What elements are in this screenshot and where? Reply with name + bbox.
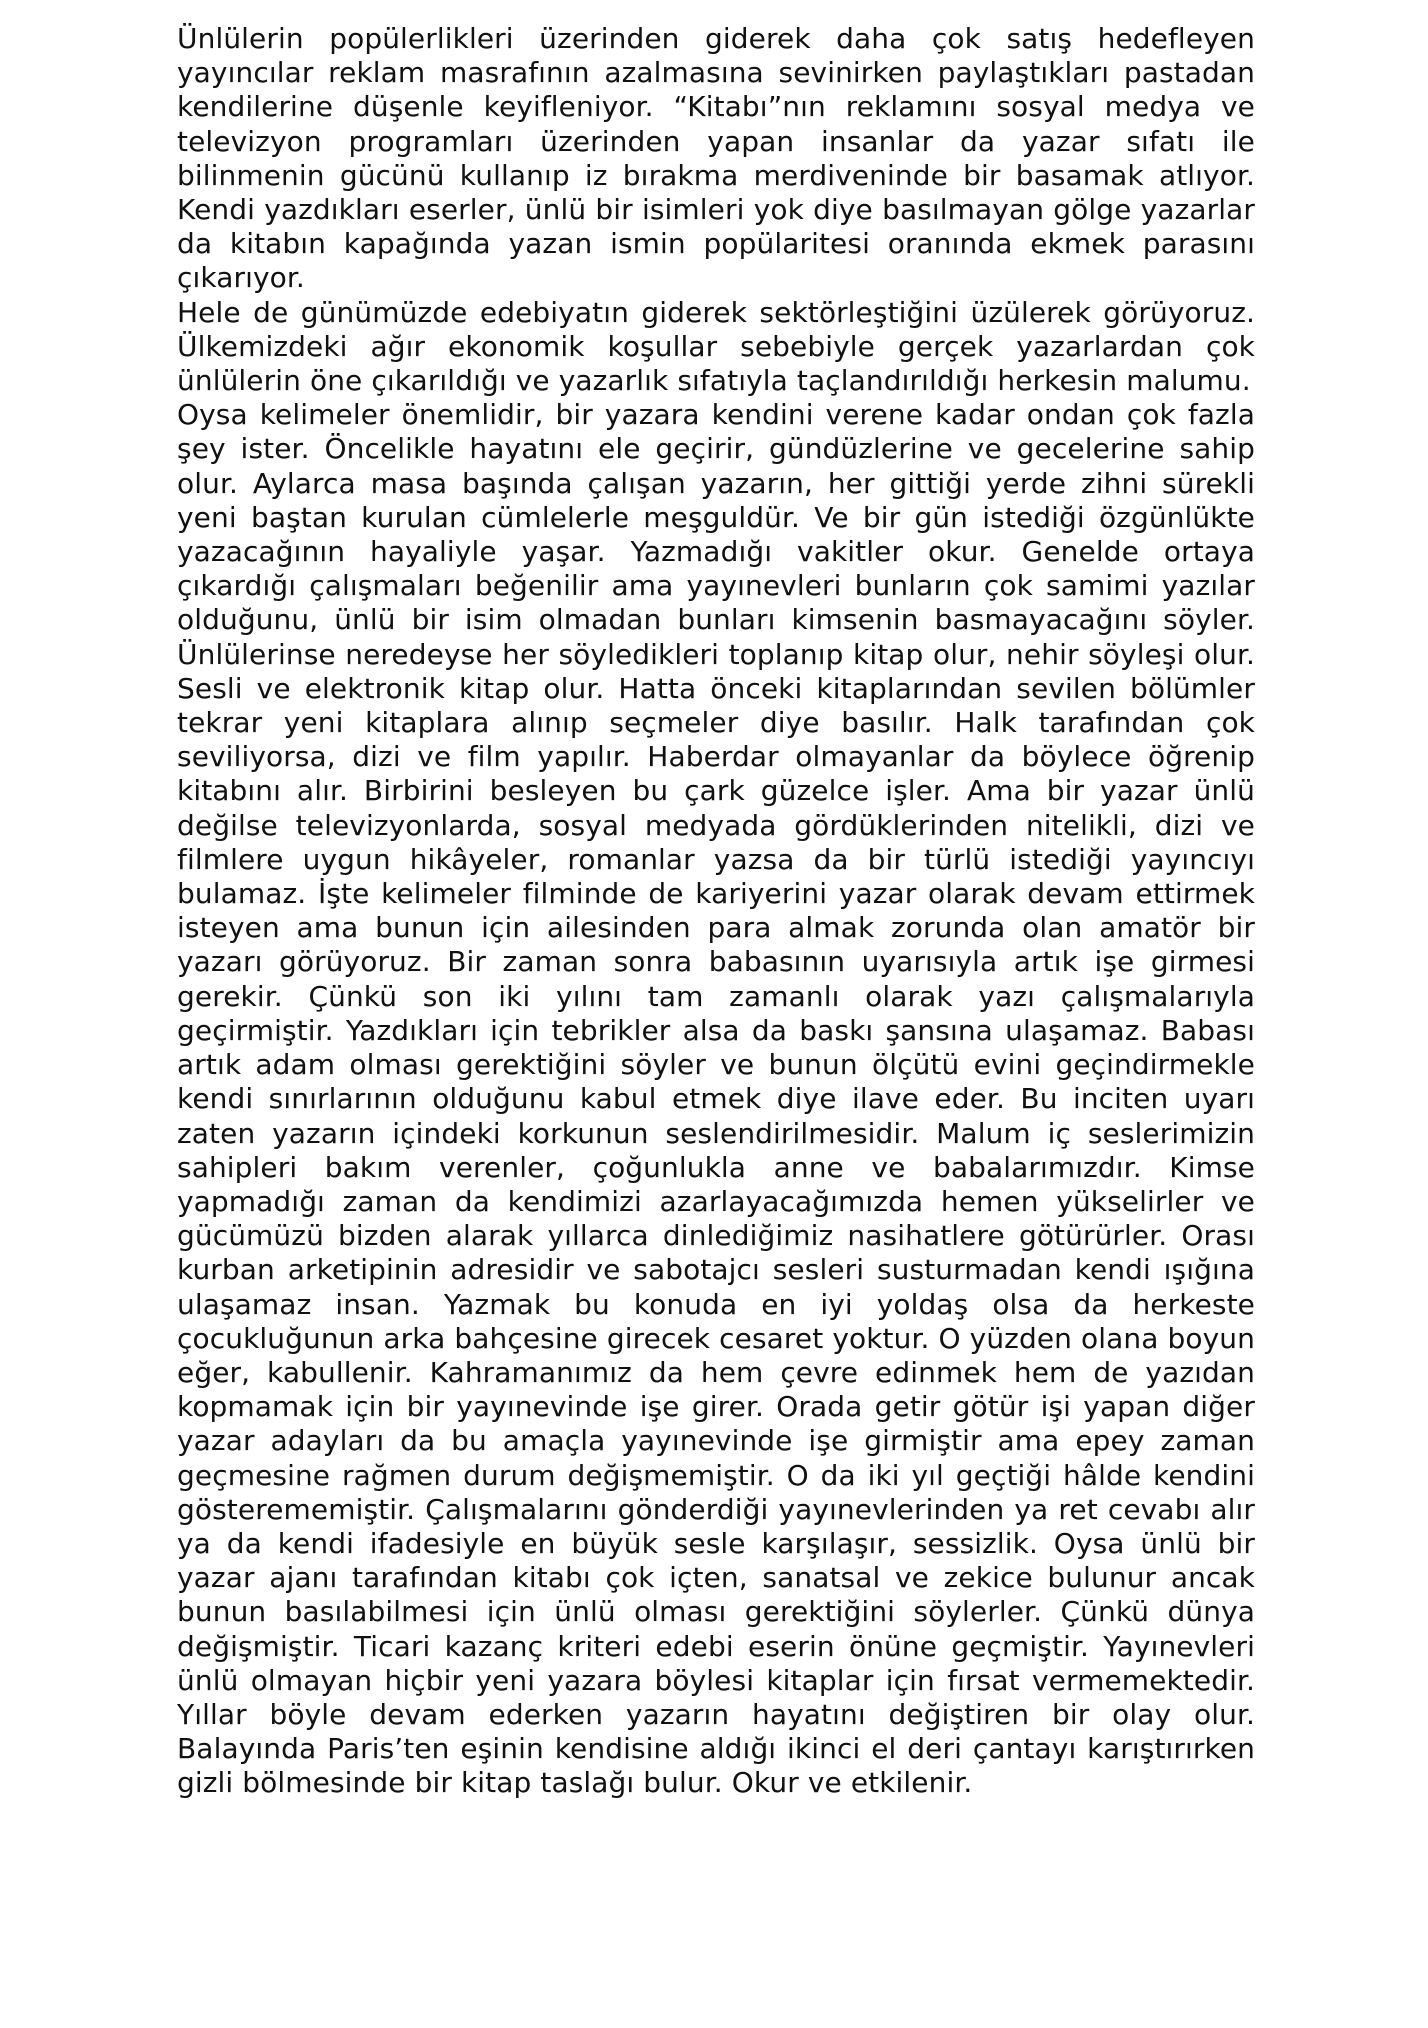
paragraph-words: Oysa kelimeler önemlidir, bir yazara kendini verene kadar ondan çok fazla şey ister. Öncelikle hayatını ele geçirir, gündüzlerine ve gecelerine sahip olur. Aylarca masa başında çalışan yazarın, her gittiği yerde zihni sürekli yeni baştan kurulan cümlelerle meşguldür. Ve bir gün istediği özgünlükte yazacağının hayaliyle yaşar. Yazmadığı vakitler okur. Genelde ortaya çıkardığı çalışmaları beğenilir ama yayınevleri bunların çok samimi yazılar olduğunu, ünlü bir isim olmadan bunları kimsenin basmayacağını söyler. Ünlülerinse neredeyse her söyledikleri toplanıp kitap olur, nehir söyleşi olur. Sesli ve elektronik kitap olur. Hatta önceki kitaplarından sevilen bölümler tekrar yeni kitaplara alınıp seçmeler diye basılır. Halk tarafından çok seviliyorsa, dizi ve film yapılır. Haberdar olmayanlar da böylece öğrenip kitabını alır. Birbirini besleyen bu çark güzelce işler. Ama bir yazar ünlü değilse televizyonlarda, sosyal medyada gördüklerinden nitelikli, dizi ve filmlere uygun hikâyeler, romanlar yazsa da bir türlü istediği yayıncıyı bulamaz. İşte kelimeler filminde de kariyerini yazar olarak devam ettirmek isteyen ama bunun için ailesinden para almak zorunda olan amatör bir yazarı görüyoruz. Bir zaman sonra babasının uyarısıyla artık işe girmesi gerekir. Çünkü son iki yılını tam zamanlı olarak yazı çalışmalarıyla geçirmiştir. Yazdıkları için tebrikler alsa da baskı şansına ulaşamaz. Babası artık adam olması gerektiğini söyler ve bunun ölçütü evini geçindirmekle kendi sınırlarının olduğunu kabul etmek diye ilave eder. Bu inciten uyarı zaten yazarın içindeki korkunun seslendirilmesidir. Malum iç seslerimizin sahipleri bakım verenler, çoğunlukla anne ve babalarımızdır. Kimse yapmadığı zaman da kendimizi azarlayacağımızda hemen yükselirler ve gücümüzü bizden alarak yıllarca dinlediğimiz nasihatlere götürürler. Orası kurban arketipinin adresidir ve sabotajcı sesleri susturmadan kendi ışığına ulaşamaz insan. Yazmak bu konuda en iyi yoldaş olsa da herkeste çocukluğunun arka bahçesine girecek cesaret yoktur. O yüzden olana boyun eğer, kabullenir. Kahramanımız da hem çevre edinmek hem de yazıdan kopmamak için bir yayınevinde işe girer. Orada getir götür işi yapan diğer yazar adayları da bu amaçla yayınevinde işe girmiştir ama epey zaman geçmesine rağmen durum değişmemiştir. O da iki yıl geçtiği hâlde kendini gösterememiştir. Çalışmalarını gönderdiği yayınevlerinden ya ret cevabı alır ya da kendi ifadesiyle en büyük sesle karşılaşır, sessizlik. Oysa ünlü bir yazar ajanı tarafından kitabı çok içten, sanatsal ve zekice bulunur ancak bunun basılabilmesi için ünlü olması gerektiğini söylerler. Çünkü dünya değişmiştir. Ticari kazanç kriteri edebi eserin önüne geçmiştir. Yayınevleri ünlü olmayan hiçbir yeni yazara böylesi kitaplar için fırsat vermemektedir. Yıllar böyle devam ederken yazarın hayatını değiştiren bir olay olur. Balayında Paris’ten eşinin kendisine aldığı ikinci el deri çantayı karıştırırken gizli bölmesinde bir kitap taslağı bulur. Okur ve etkilenir. [177,398,1255,1800]
document-page [177,22,1255,1801]
paragraph-sector: Hele de günümüzde edebiyatın giderek sektörleştiğini üzülerek görüyoruz. Ülkemizdeki ağır ekonomik koşullar sebebiyle gerçek yazarlardan çok ünlülerin öne çıkarıldığı ve yazarlık sıfatıyla taçlandırıldığı herkesin malumu. [177,295,1255,398]
paragraph-intro: Ünlülerin popülerlikleri üzerinden giderek daha çok satış hedefleyen yayıncılar reklam masrafının azalmasına sevinirken paylaştıkları pastadan kendilerine düşenle keyifleniyor. “Kitabı”nın reklamını sosyal medya ve televizyon programları üzerinden yapan insanlar da yazar sıfatı ile bilinmenin gücünü kullanıp iz bırakma merdiveninde bir basamak atlıyor. Kendi yazdıkları eserler, ünlü bir isimleri yok diye basılmayan gölge yazarlar da kitabın kapağında yazan ismin popülaritesi oranında ekmek parasını çıkarıyor. [177,22,1255,295]
